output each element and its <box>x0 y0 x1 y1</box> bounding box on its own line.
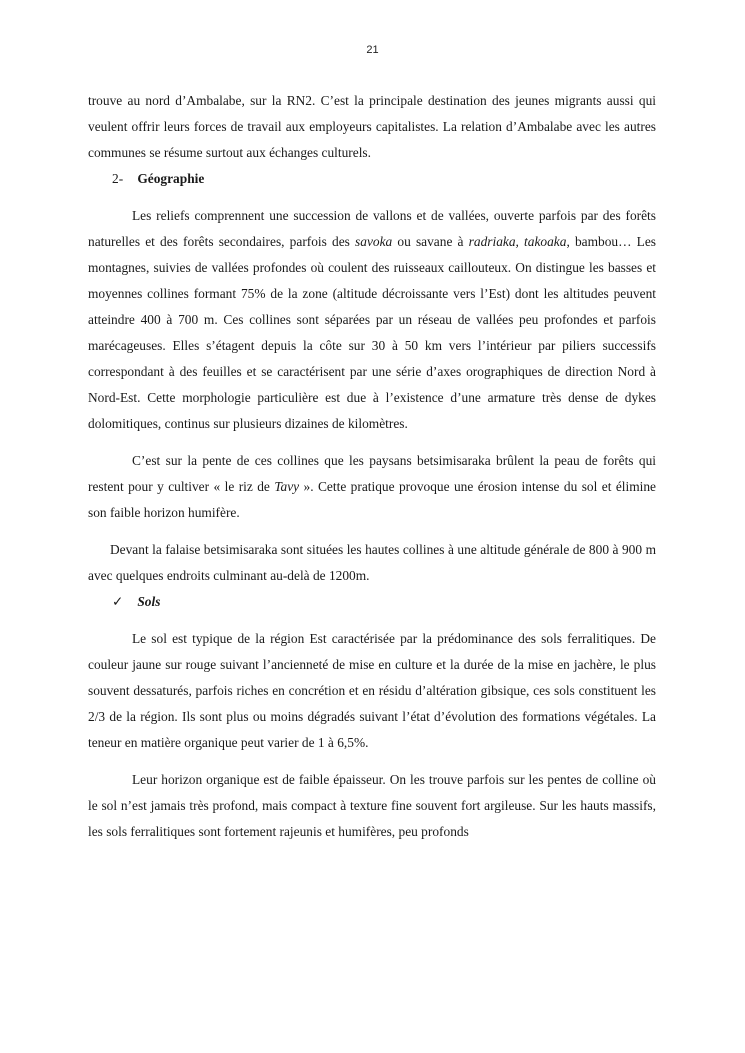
paragraph-intro-continuation: trouve au nord d’Ambalabe, sur la RN2. C’est la principale destination des jeunes migrants aussi qui veulent offrir leurs forces de travail aux employeurs capitalistes. La relation d’Ambalabe avec les autres communes se résume surtout aux échanges culturels. <box>88 93 656 160</box>
subsection-title: Sols <box>137 594 161 609</box>
paragraph-reliefs <box>88 203 656 437</box>
paragraph-falaise: Devant la falaise betsimisaraka sont situées les hautes collines à une altitude générale de 800 à 900 m avec quelques endroits culminant au-delà de 1200m. <box>88 542 656 583</box>
document-body <box>88 88 656 845</box>
reliefs-text-b: ou savane à <box>392 234 469 249</box>
paragraph-collines <box>88 448 656 526</box>
subsection-heading-sols <box>88 589 656 615</box>
term-tavy: Tavy <box>274 479 300 494</box>
page-number: 21 <box>366 44 379 56</box>
term-savoka: savoka <box>355 234 393 249</box>
reliefs-text-a: Les reliefs comprennent une succession de vallons et de vallées, ouverte parfois par des forêts naturelles et des forêts secondaires, parfois des <box>88 208 656 249</box>
collines-text-b: ». Cette pratique provoque une érosion intense du sol et élimine son faible horizon humifère. <box>88 479 656 520</box>
paragraph-horizon: Leur horizon organique est de faible épaisseur. On les trouve parfois sur les pentes de colline où le sol n’est jamais très profond, mais compact à texture fine souvent fort argileuse. Sur les hauts massifs, les sols ferralitiques sont fortement rajeunis et humifères, peu profonds <box>88 772 656 839</box>
term-radriaka-takoaka: radriaka, takoaka <box>468 234 567 249</box>
checkmark-icon: ✓ <box>112 594 124 609</box>
section-number: 2- <box>112 171 124 186</box>
paragraph-sols: Le sol est typique de la région Est caractérisée par la prédominance des sols ferralitiques. De couleur jaune sur rouge suivant l’ancienneté de mise en culture et la durée de la mise en jachère, le plus souvent dessaturés, parfois riches en concrétion et en résidu d’altération gibsique, ces sols constituent les 2/3 de la région. Ils sont plus ou moins dégradés suivant l’état d’évolution des formations végétales. La teneur en matière organique peut varier de 1 à 6,5%. <box>88 631 656 750</box>
reliefs-text-c: , bambou… Les montagnes, suivies de vallées profondes où coulent des ruisseaux caillouteux. On distingue les basses et moyennes collines formant 75% de la zone (altitude décroissante vers l’Est) dont les altitudes peuvent atteindre 400 à 700 m. Ces collines sont séparées par un réseau de vallées peu profondes et parfois marécageuses. Elles s’étagent depuis la côte sur 30 à 50 km vers l’intérieur par piliers successifs correspondant à des feuilles et se caractérisent par une série d’axes orographiques de direction Nord à Nord-Est. Cette morphologie particulière est due à l’existence d’une armature très dense de dykes dolomitiques, continus sur plusieurs dizaines de kilomètres. <box>88 234 656 431</box>
section-heading-geographie <box>88 166 656 192</box>
section-title: Géographie <box>137 171 205 186</box>
collines-text-a: C’est sur la pente de ces collines que les paysans betsimisaraka brûlent la peau de forêts qui restent pour y cultiver « le riz de <box>88 453 656 494</box>
